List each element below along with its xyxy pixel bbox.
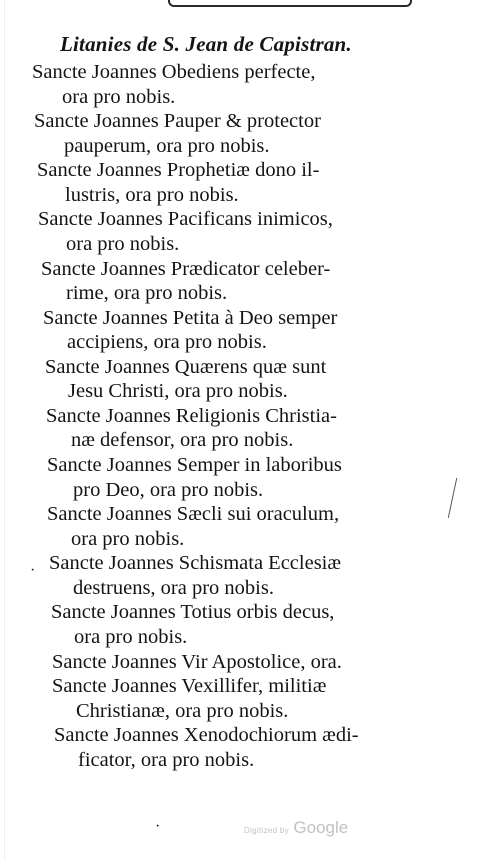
litany-line: Jesu Christi, ora pro nobis. — [68, 380, 288, 402]
litany-line: Sancte Joannes Prædicator celeber- — [41, 258, 331, 280]
ink-speck: · — [30, 562, 36, 579]
ink-speck: · — [155, 818, 161, 835]
litany-line: Christianæ, ora pro nobis. — [76, 700, 289, 722]
litany-line: ficator, ora pro nobis. — [78, 749, 255, 771]
litany-line: lustris, ora pro nobis. — [65, 184, 239, 206]
page-top-edge — [168, 0, 412, 7]
litany-line: Sancte Joannes Schismata Ecclesiæ — [49, 552, 342, 574]
litany-line: Sancte Joannes Vexillifer, militiæ — [52, 675, 327, 697]
litany-line: Sancte Joannes Vir Apostolice, ora. — [52, 651, 342, 673]
litany-line: pro Deo, ora pro nobis. — [73, 479, 264, 501]
litany-line: Sancte Joannes Pacificans inimicos, — [38, 208, 333, 230]
litany-line: Sancte Joannes Prophetiæ dono il- — [37, 159, 320, 181]
litany-line: Sancte Joannes Petita à Deo semper — [43, 307, 338, 329]
litany-line: rime, ora pro nobis. — [66, 282, 228, 304]
page-edge — [4, 0, 5, 861]
litany-line: Sancte Joannes Semper in laboribus — [47, 454, 342, 476]
google-logo: Google — [293, 818, 349, 837]
litany-line: ora pro nobis. — [66, 233, 180, 255]
litany-line: Sancte Joannes Quærens quæ sunt — [45, 356, 327, 378]
litany-line: ora pro nobis. — [62, 86, 176, 108]
litany-line: Sancte Joannes Religionis Christia- — [46, 405, 337, 427]
margin-mark — [448, 478, 468, 518]
litany-line: ora pro nobis. — [74, 626, 188, 648]
litany-line: Sancte Joannes Xenodochiorum ædi- — [54, 724, 359, 746]
litany-line: Sancte Joannes Sæcli sui oraculum, — [47, 503, 340, 525]
litany-line: Sancte Joannes Pauper & protector — [34, 110, 321, 132]
litany-line: accipiens, ora pro nobis. — [67, 331, 267, 353]
litany-line: Sancte Joannes Obediens perfecte, — [32, 61, 316, 83]
litany-line: destruens, ora pro nobis. — [73, 577, 274, 599]
litany-line: næ defensor, ora pro nobis. — [71, 429, 294, 451]
litany-line: Sancte Joannes Totius orbis decus, — [51, 601, 335, 623]
litany-line: pauperum, ora pro nobis. — [64, 135, 270, 157]
digitization-watermark — [244, 818, 348, 838]
running-head: Litanies de S. Jean de Capistran. — [60, 32, 352, 56]
watermark-prefix: Digitized by — [244, 826, 289, 835]
litany-line: ora pro nobis. — [71, 528, 185, 550]
